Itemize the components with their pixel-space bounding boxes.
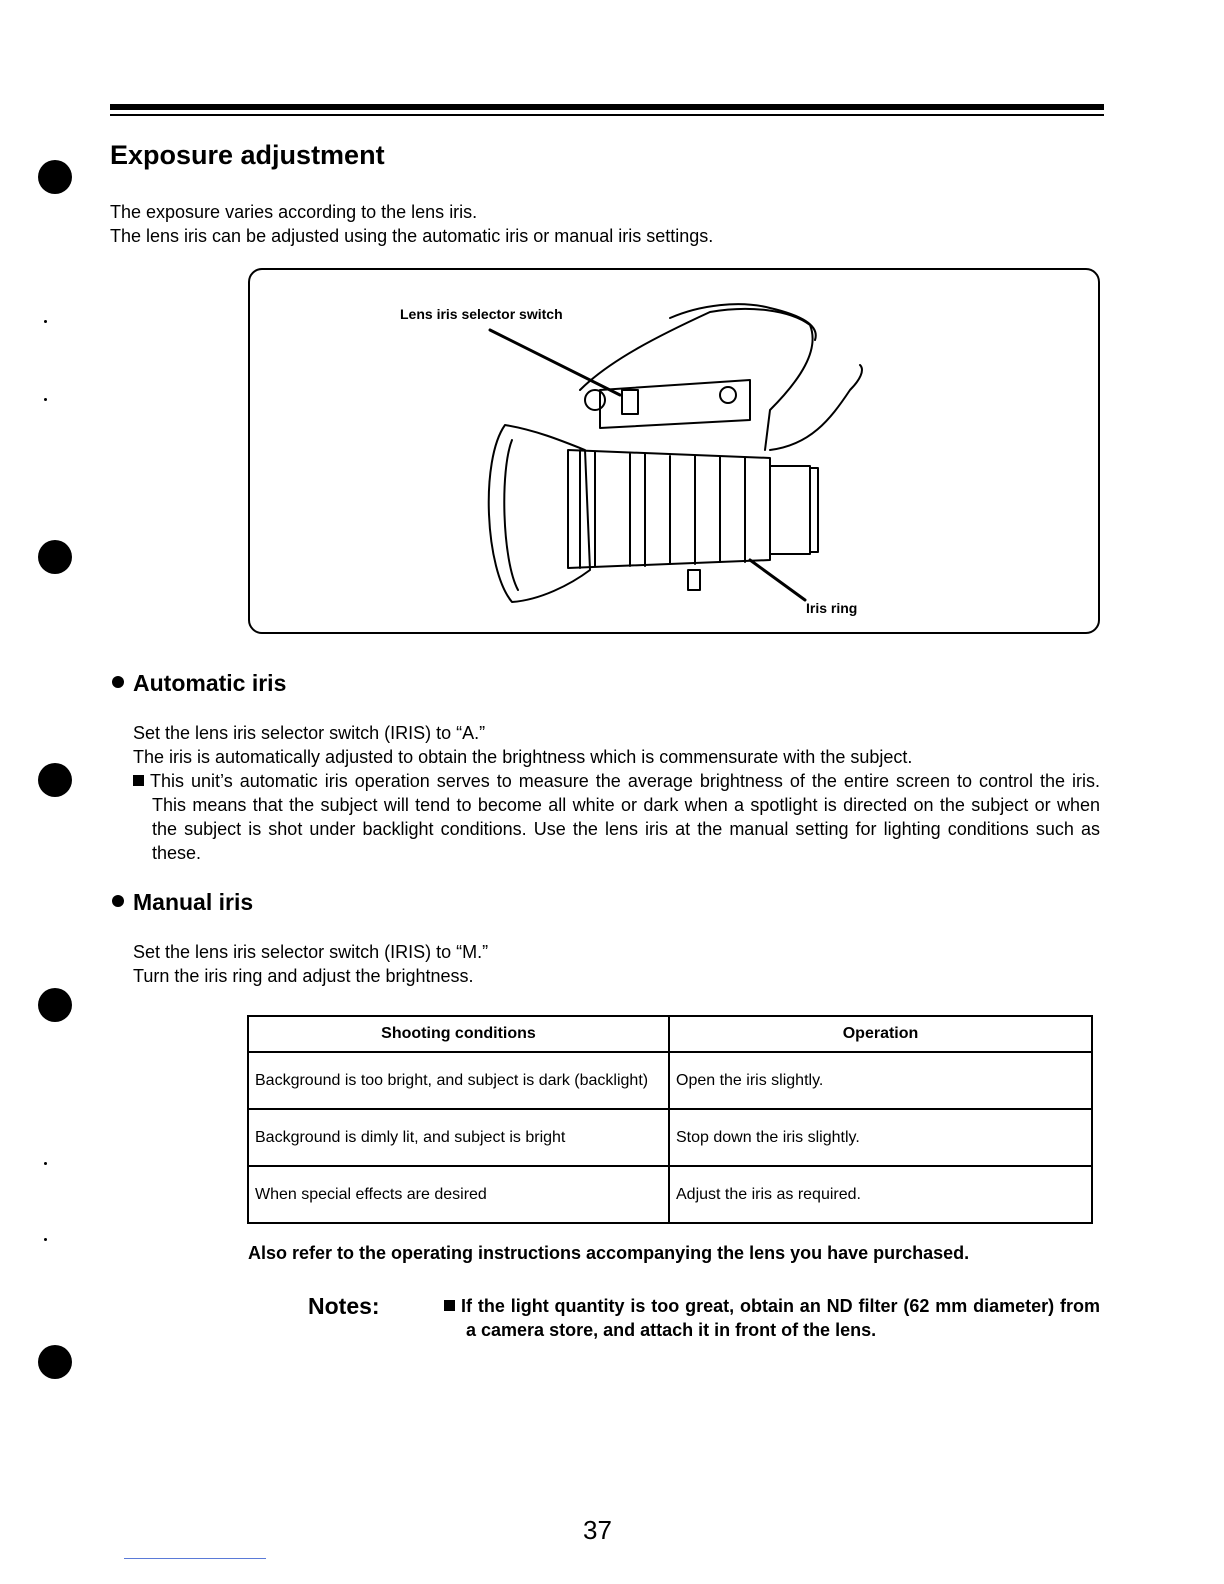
lens-illustration <box>250 270 1102 636</box>
notes-body <box>444 1294 1100 1342</box>
footer-line <box>124 1558 266 1559</box>
automatic-note <box>133 769 1100 865</box>
page-number: 37 <box>583 1515 612 1545</box>
lens-grip <box>580 309 813 450</box>
header-rule-thin <box>110 114 1104 116</box>
manual-line-1: Set the lens iris selector switch (IRIS) to “M.” <box>133 942 489 962</box>
switch-leader-line <box>490 330 620 395</box>
table-cell-operation: Adjust the iris as required. <box>669 1166 1092 1223</box>
bullet-dot-icon <box>112 676 124 688</box>
table-cell-condition: Background is too bright, and subject is dark (backlight) <box>248 1052 669 1109</box>
intro-line-1: The exposure varies according to the lens iris. <box>110 202 478 222</box>
table-cell-condition: When special effects are desired <box>248 1166 669 1223</box>
table-row <box>248 1052 1092 1109</box>
header-operation: Operation <box>669 1016 1092 1052</box>
table-cell-operation: Open the iris slightly. <box>669 1052 1092 1109</box>
switch-knob <box>585 390 605 410</box>
iris-lever <box>688 570 700 590</box>
lens-cable <box>770 365 862 450</box>
automatic-line-1: Set the lens iris selector switch (IRIS) to “A.” <box>133 723 486 743</box>
switch-knob-right <box>720 387 736 403</box>
hood-inner-line <box>504 440 518 590</box>
binder-hole <box>38 160 72 194</box>
label-iris-ring: Iris ring <box>806 600 858 616</box>
bullet-dot-icon <box>112 895 124 907</box>
scan-speck <box>44 398 47 401</box>
binder-hole <box>38 988 72 1022</box>
table-row <box>248 1109 1092 1166</box>
square-bullet-icon <box>133 775 144 786</box>
barrel-rings <box>580 450 745 568</box>
manual-line-2: Turn the iris ring and adjust the brightness. <box>133 966 474 986</box>
table-cell-operation: Stop down the iris slightly. <box>669 1109 1092 1166</box>
automatic-iris-heading <box>112 670 286 697</box>
header-shooting-conditions: Shooting conditions <box>248 1016 669 1052</box>
scan-speck <box>44 1238 47 1241</box>
iris-selector-switch <box>622 390 638 414</box>
square-bullet-icon <box>444 1300 455 1311</box>
table-header-row <box>248 1016 1092 1052</box>
table-cell-condition: Background is dimly lit, and subject is bright <box>248 1109 669 1166</box>
binder-hole <box>38 1345 72 1379</box>
automatic-line-2: The iris is automatically adjusted to obtain the brightness which is commensurate with the subject. <box>133 747 913 767</box>
intro-line-2: The lens iris can be adjusted using the automatic iris or manual iris settings. <box>110 226 714 246</box>
shooting-conditions-table <box>247 1015 1093 1224</box>
automatic-note-text: This unit’s automatic iris operation serves to measure the average brightness of the entire screen to control the iris. This means that the subject will tend to become all white or dark when a spotlight is directed on the subject or when the subject is shot under backlight conditions. Use the lens iris at the manual setting for lighting conditions such as these. <box>150 771 1100 863</box>
binder-hole <box>38 763 72 797</box>
scan-speck <box>44 1162 47 1165</box>
lens-figure <box>248 268 1100 634</box>
manual-iris-heading-text: Manual iris <box>133 889 254 915</box>
label-iris-selector-switch: Lens iris selector switch <box>400 306 563 322</box>
manual-iris-heading <box>112 889 253 916</box>
ring-leader-line <box>750 560 805 600</box>
table-row <box>248 1166 1092 1223</box>
scan-speck <box>44 320 47 323</box>
header-rule <box>110 104 1104 110</box>
also-refer-note: Also refer to the operating instructions accompanying the lens you have purchased. <box>248 1243 970 1263</box>
lens-mount <box>770 466 818 554</box>
binder-hole <box>38 540 72 574</box>
automatic-iris-heading-text: Automatic iris <box>133 670 287 696</box>
page-title: Exposure adjustment <box>110 140 385 170</box>
notes-label: Notes: <box>308 1293 380 1319</box>
notes-text: If the light quantity is too great, obtain an ND filter (62 mm diameter) from a camera store, and attach it in front of the lens. <box>461 1296 1100 1340</box>
